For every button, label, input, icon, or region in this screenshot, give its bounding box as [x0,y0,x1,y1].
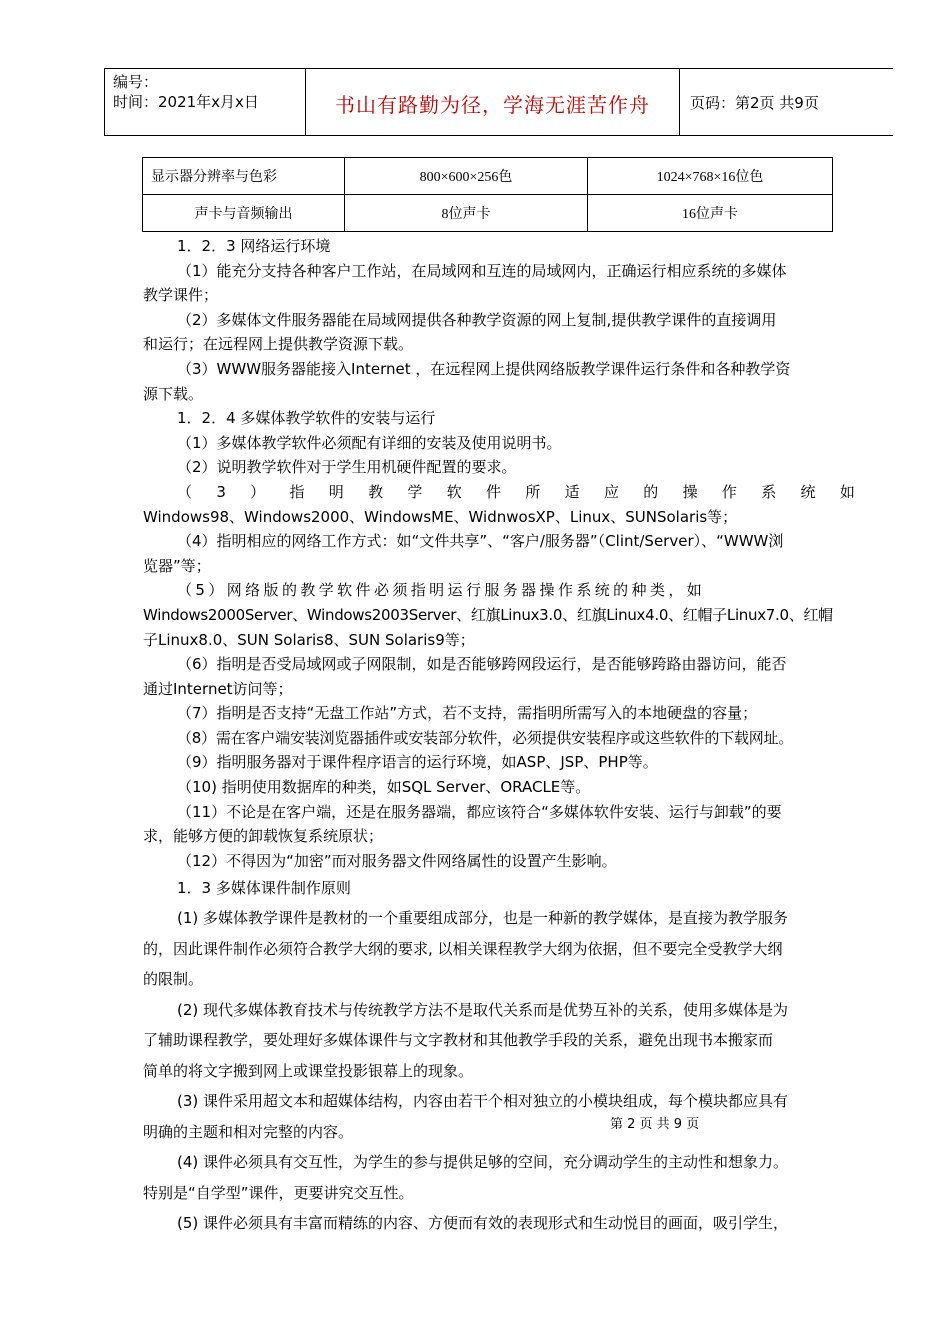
spec-table [142,157,833,232]
paragraph-line: 的，因此课件制作必须符合教学大纲的要求, 以相关课程教学大纲为依据，但不要完全受教学大纲 [143,939,783,958]
paragraph-line: （1）能充分支持各种客户工作站，在局域网和互连的局域网内，正确运行相应系统的多媒体 [177,261,787,280]
paragraph-line: （5）网络版的教学软件必须指明运行服务器操作系统的种类，如 [177,581,706,600]
word: 明 [328,482,344,501]
paragraph-line: (4) 课件必须具有交互性，为学生的参与提供足够的空间，充分调动学生的主动性和想象力。 [177,1153,789,1172]
document-body [143,234,855,1240]
paragraph-line: （12）不得因为“加密”而对服务器文件网络属性的设置产生影响。 [177,851,617,870]
paragraph-line: （8）需在客户端安装浏览器插件或安装部分软件，必须提供安装程序或这些软件的下载网址。 [177,728,794,747]
header-number: 编号： [113,73,159,91]
paragraph-line: 明确的主题和相对完整的内容。 [143,1122,354,1141]
paragraph-line: （2）多媒体文件服务器能在局域网提供各种教学资源的网上复制,提供教学课件的直接调用 [177,310,777,329]
table-cell: 16位声卡 [588,195,833,232]
word: 3 [216,482,226,501]
table-cell: 800×600×256色 [345,158,588,195]
paragraph-line: 简单的将文字搬到网上或课堂投影银幕上的现象。 [143,1061,474,1080]
header-date: 时间：2021年x月x日 [113,93,259,111]
paragraph-line: Windows98、Windows2000、WindowsME、WidnwosXP、Linux、SUNSolaris等； [143,507,738,526]
word: 操 [682,482,698,501]
word: 适 [564,482,580,501]
word: 如 [839,482,855,501]
word: 学 [407,482,423,501]
word: 作 [721,482,737,501]
header-page-number: 页码：第2页 共9页 [690,94,819,112]
paragraph-line: Windows2000Server、Windows2003Server、红旗Linux3.0、红旗Linux4.0、红帽子Linux7.0、红帽 [143,605,833,624]
section-heading: 1．2．4 多媒体教学软件的安装与运行 [177,409,436,428]
section-heading: 1．3 多媒体课件制作原则 [177,879,351,898]
word: 的 [643,482,659,501]
paragraph-line: (5) 课件必须具有丰富而精练的内容、方便而有效的表现形式和生动悦目的画面，吸引学生， [177,1214,789,1233]
paragraph-line: 览器”等； [143,556,211,575]
paragraph-line: 和运行；在远程网上提供教学资源下载。 [143,335,414,354]
paragraph-line: (1) 多媒体教学课件是教材的一个重要组成部分，也是一种新的教学媒体，是直接为教学服务 [177,909,789,928]
paragraph-line: (3) 课件采用超文本和超媒体结构，内容由若干个相对独立的小模块组成，每个模块都应具有 [177,1092,789,1111]
paragraph-line: 特别是“自学型”课件，更要讲究交互性。 [143,1183,414,1202]
word: 指 [289,482,305,501]
table-row [143,158,833,195]
word: 件 [486,482,502,501]
table-cell: 声卡与音频输出 [143,195,345,232]
word: ） [250,482,266,501]
paragraph-line: （2）说明教学软件对于学生用机硬件配置的要求。 [177,458,517,477]
word: 统 [800,482,816,501]
header-page-cell [680,69,893,135]
paragraph-line: （7）指明是否支持“无盘工作站”方式，若不支持，需指明所需写入的本地硬盘的容量； [177,704,758,723]
paragraph-line: 子Linux8.0、SUN Solaris8、SUN Solaris9等； [143,630,475,649]
paragraph-line: 通过Internet访问等； [143,679,293,698]
paragraph-line: （6）指明是否受局域网或子网限制，如是否能够跨网段运行，是否能够跨路由器访问，能否 [177,655,787,674]
word: 所 [525,482,541,501]
paragraph-line: 的限制。 [143,970,204,989]
table-cell: 8位声卡 [345,195,588,232]
paragraph-line: （3）WWW服务器能接入Internet ，在远程网上提供网络版教学课件运行条件和各种教学资 [177,359,791,378]
word: 应 [603,482,619,501]
table-cell: 显示器分辨率与色彩 [143,158,345,195]
table-cell: 1024×768×16位色 [588,158,833,195]
paragraph-line: 教学课件； [143,286,219,305]
justified-line [143,480,855,505]
word: 教 [368,482,384,501]
word: （ [177,482,193,501]
paragraph-line: （1）多媒体教学软件必须配有详细的安装及使用说明书。 [177,433,562,452]
paragraph-line: 源下载。 [143,384,204,403]
header-info-cell [105,69,306,135]
paragraph-line: （10) 指明使用数据库的种类，如SQL Server、ORACLE等。 [177,778,591,797]
page-footer: 第 2 页 共 9 页 [610,1117,700,1132]
header-motto-cell [306,69,680,135]
table-row [143,195,833,232]
paragraph-line: 求，能够方便的卸载恢复系统原状； [143,827,384,846]
section-heading: 1．2．3 网络运行环境 [177,237,331,255]
word: 系 [761,482,777,501]
paragraph-line: (2) 现代多媒体教育技术与传统教学方法不是取代关系而是优势互补的关系，使用多媒体是为 [177,1000,789,1019]
paragraph-line: （9）指明服务器对于课件程序语言的运行环境，如ASP、JSP、PHP等。 [177,753,658,772]
paragraph-line: （11）不论是在客户端，还是在服务器端，都应该符合“多媒体软件安装、运行与卸载”的要 [177,802,782,821]
paragraph-line: 了辅助课程教学，要处理好多媒体课件与文字教材和其他教学手段的关系，避免出现书本搬家而 [143,1031,774,1050]
paragraph-line: （4）指明相应的网络工作方式：如“文件共享”、“客户/服务器”（Clint/Server）、“WWW浏 [177,532,784,551]
header-motto: 书山有路勤为径，学海无涯苦作舟 [335,93,650,117]
word: 软 [446,482,462,501]
document-header [104,68,893,136]
